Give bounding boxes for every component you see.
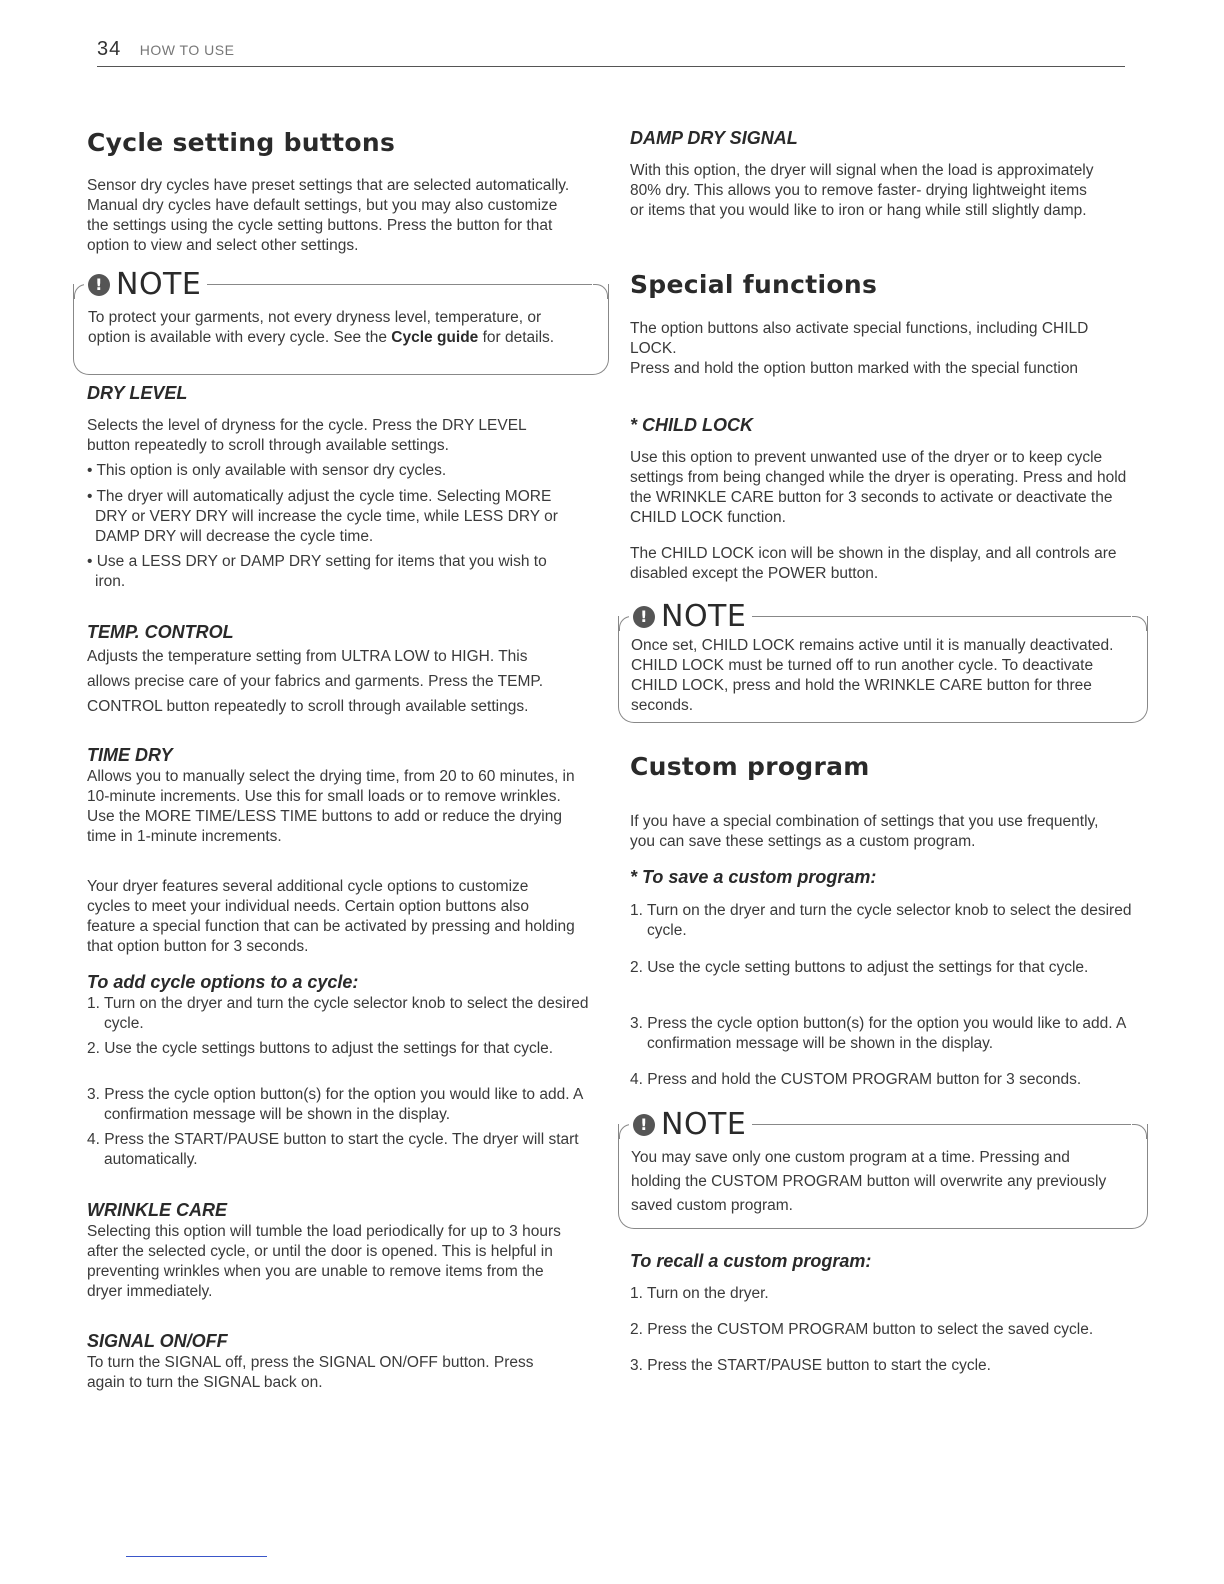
child-lock-text: Use this option to prevent unwanted use of the dryer or to keep cycle settings from being changed while the dryer is operating. Press and hold the WRINKLE CARE button for 3 seconds to activate or deactivate the CHILD LOCK function.: [630, 449, 1127, 526]
damp-dry-text: With this option, the dryer will signal when the load is approximately 80% dry. This allows you to remove faster- drying lightweight items or items that you would like to iron or hang while still slightly damp.: [630, 162, 1094, 219]
dry-level-title: DRY LEVEL: [87, 383, 188, 403]
recall-program-step: 1. Turn on the dryer.: [630, 1285, 769, 1302]
footer-rule: [126, 1556, 267, 1557]
page-header: [97, 38, 1125, 67]
child-lock-title: * CHILD LOCK: [630, 415, 753, 435]
custom-program-title: Custom program: [630, 752, 870, 781]
note-box-garments: [73, 267, 609, 375]
page-number: 34: [97, 38, 122, 60]
custom-program-text: If you have a special combination of settings that you use frequently, you can save these settings as a custom program.: [630, 813, 1099, 850]
note-text: Once set, CHILD LOCK remains active until it is manually deactivated. CHILD LOCK must be turned off to run another cycle. To deactivate CHILD LOCK, press and hold the WRINKLE CARE button for three seconds.: [631, 637, 1114, 714]
special-functions-title: Special functions: [630, 270, 878, 299]
cycle-guide-ref: Cycle guide: [391, 329, 479, 346]
note-heading: ! NOTE: [84, 267, 207, 302]
wrinkle-care-text: Selecting this option will tumble the load periodically for up to 3 hours after the selected cycle, or until the door is opened. This is helpful in preventing wrinkles when you are unable to remove items from the dryer immediately.: [87, 1223, 561, 1300]
damp-dry-title: DAMP DRY SIGNAL: [630, 128, 798, 148]
temp-control-title: TEMP. CONTROL: [87, 622, 234, 642]
signal-text: To turn the SIGNAL off, press the SIGNAL ON/OFF button. Press again to turn the SIGNAL back on.: [87, 1354, 534, 1391]
note-text: To protect your garments, not every dryness level, temperature, or option is available with every cycle. See the Cycle guide for details.: [88, 309, 555, 346]
child-lock-text: The CHILD LOCK icon will be shown in the display, and all controls are disabled except the POWER button.: [630, 545, 1117, 582]
add-options-title: To add cycle options to a cycle:: [87, 972, 359, 992]
save-program-title: * To save a custom program:: [630, 867, 877, 887]
note-heading: ! NOTE: [629, 1107, 752, 1142]
add-options-step: 2. Use the cycle settings buttons to adjust the settings for that cycle.: [87, 1040, 554, 1057]
time-dry-text: Allows you to manually select the drying time, from 20 to 60 minutes, in 10-minute increments. Use this for small loads or to remove wrinkles. Use the MORE TIME/LESS TIME buttons to add or reduce the drying time in 1-minute increments.: [87, 768, 575, 845]
note-heading: ! NOTE: [629, 599, 752, 634]
save-program-step: 3. Press the cycle option button(s) for the option you would like to add. A confirmation message will be shown in the display.: [630, 1015, 1126, 1052]
add-options-step: 4. Press the START/PAUSE button to start the cycle. The dryer will start automatically.: [87, 1131, 579, 1168]
save-program-step: 1. Turn on the dryer and turn the cycle selector knob to select the desired cycle.: [630, 902, 1132, 939]
add-options-step: 1. Turn on the dryer and turn the cycle selector knob to select the desired cycle.: [87, 995, 589, 1032]
cycle-setting-title: Cycle setting buttons: [87, 128, 396, 157]
note-text: You may save only one custom program at a time. Pressing and holding the CUSTOM PROGRAM button will overwrite any previously saved custom program.: [631, 1149, 1107, 1214]
recall-program-title: To recall a custom program:: [630, 1251, 872, 1271]
save-program-step: 4. Press and hold the CUSTOM PROGRAM button for 3 seconds.: [630, 1071, 1082, 1088]
save-program-step: 2. Use the cycle setting buttons to adjust the settings for that cycle.: [630, 959, 1089, 976]
dry-level-text: Selects the level of dryness for the cycle. Press the DRY LEVEL button repeatedly to scroll through available settings.: [87, 417, 527, 454]
recall-program-step: 3. Press the START/PAUSE button to start the cycle.: [630, 1357, 991, 1374]
signal-title: SIGNAL ON/OFF: [87, 1331, 228, 1351]
dry-level-bullet: • This option is only available with sensor dry cycles.: [87, 462, 447, 479]
alert-icon: !: [633, 606, 655, 628]
temp-control-text: Adjusts the temperature setting from ULTRA LOW to HIGH. This allows precise care of your fabrics and garments. Press the TEMP. CONTROL button repeatedly to scroll through available settings.: [87, 648, 544, 715]
wrinkle-care-title: WRINKLE CARE: [87, 1200, 227, 1220]
cycle-setting-intro: Sensor dry cycles have preset settings that are selected automatically. Manual dry cycles have default settings, but you may also customize the settings using the cycle setting buttons. Press the button for that option to view and select other settings.: [87, 177, 570, 254]
dry-level-bullet: • The dryer will automatically adjust the cycle time. Selecting MORE DRY or VERY DRY will increase the cycle time, while LESS DRY or DAMP DRY will decrease the cycle time.: [87, 488, 558, 545]
options-intro: Your dryer features several additional cycle options to customize cycles to meet your individual needs. Certain option buttons also feature a special function that can be activated by pressing and holding that option button for 3 seconds.: [87, 878, 575, 955]
time-dry-title: TIME DRY: [87, 745, 173, 765]
special-functions-text: Press and hold the option button marked with the special function: [630, 360, 1079, 377]
add-options-step: 3. Press the cycle option button(s) for the option you would like to add. A confirmation message will be shown in the display.: [87, 1086, 583, 1123]
dry-level-bullet: • Use a LESS DRY or DAMP DRY setting for items that you wish to iron.: [87, 553, 547, 590]
special-functions-text: The option buttons also activate special functions, including CHILD LOCK.: [630, 320, 1089, 357]
recall-program-step: 2. Press the CUSTOM PROGRAM button to select the saved cycle.: [630, 1321, 1094, 1338]
note-box-child-lock: [618, 599, 1148, 723]
alert-icon: !: [633, 1114, 655, 1136]
section-label: HOW TO USE: [139, 42, 235, 58]
note-box-custom: [618, 1107, 1148, 1229]
alert-icon: !: [88, 274, 110, 296]
